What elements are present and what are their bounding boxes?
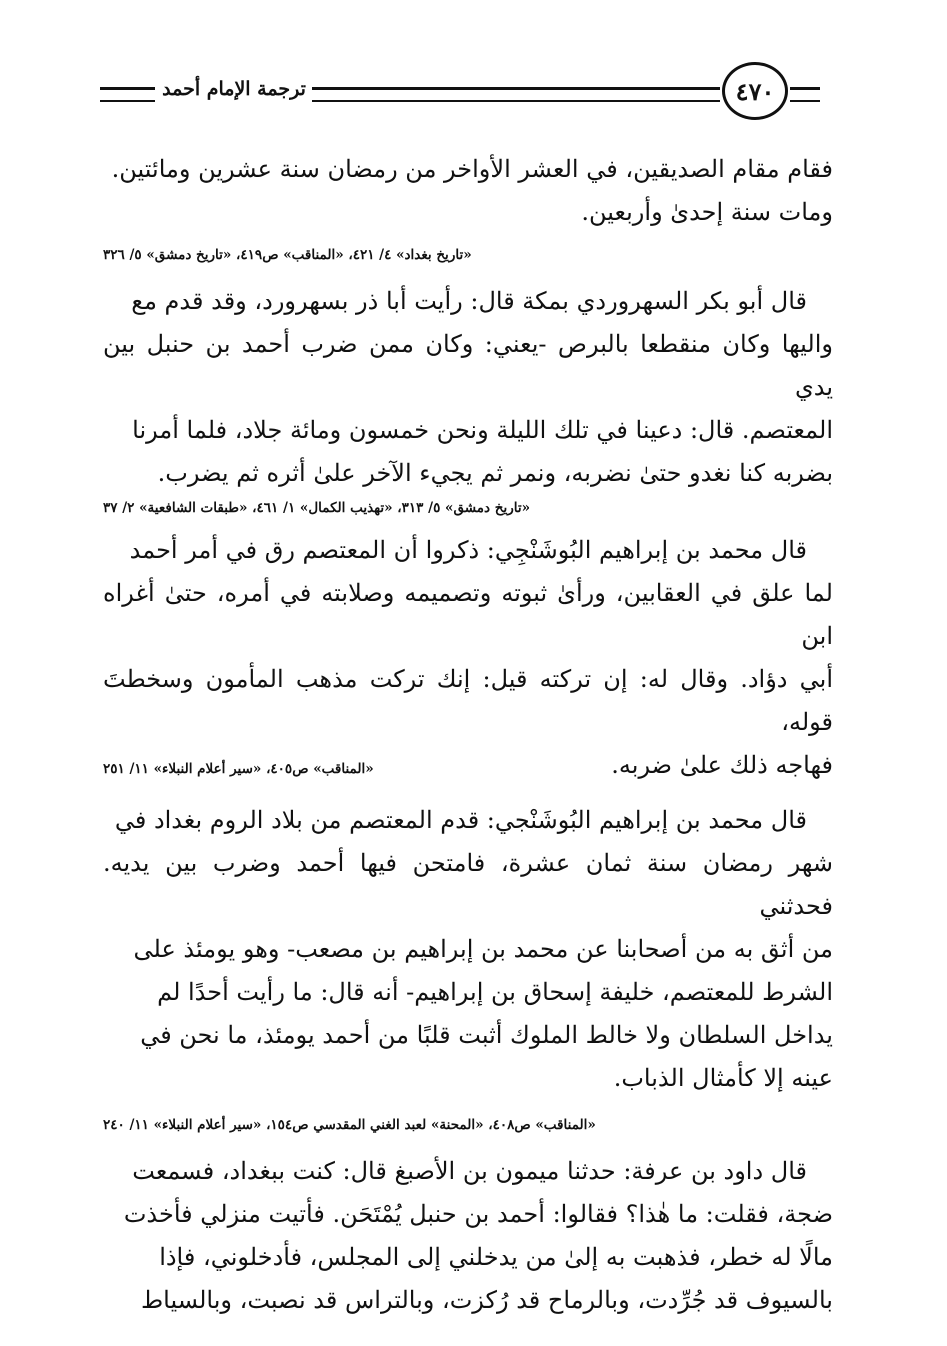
text-line: أبي دؤاد. وقال له: إن تركته قيل: إنك تركت مذهب المأمون وسخطتَ قوله، (103, 665, 833, 736)
spacer (103, 787, 833, 799)
text-line: فهاجه ذلك علىٰ ضربه. (611, 751, 833, 779)
header-rule-right (790, 87, 820, 102)
text-line-with-reference (103, 744, 833, 787)
text-line: قال أبو بكر السهروردي بمكة قال: رأيت أبا ذر بسهرورد، وقد قدم مع (131, 287, 807, 315)
text-line: قال داود بن عرفة: حدثنا ميمون بن الأصبغ قال: كنت ببغداد، فسمعت (132, 1157, 807, 1185)
text-block (103, 148, 833, 266)
text-line: واليها وكان منقطعا بالبرص -يعني: وكان ممن ضرب أحمد بن حنبل بين يدي (103, 330, 833, 401)
running-header (100, 58, 820, 128)
text-line: بالسيوف قد جُرِّدت، وبالرماح قد رُكزت، وبالتراس قد نصبت، وبالسياط (140, 1286, 833, 1314)
source-reference: «المناقب» ص٤٠٨، «المحنة» لعبد الغني المقدسي ص١٥٤، «سير أعلام النبلاء» ١١/ ٢٤٠ (103, 1117, 596, 1133)
source-reference: «تاريخ بغداد» ٤/ ٤٢١، «المناقب» ص٤١٩، «تاريخ دمشق» ٥/ ٣٢٦ (103, 247, 472, 263)
header-rule-middle (312, 87, 720, 102)
text-line: فقام مقام الصديقين، في العشر الأواخر من رمضان سنة عشرين ومائتين. (111, 155, 833, 183)
text-line: ضجة، فقلت: ما هٰذا؟ فقالوا: أحمد بن حنبل يُمْتَحَن. فأتيت منزلي فأخذت (123, 1200, 833, 1228)
text-line: لما علق في العقابين، ورأىٰ ثبوته وتصميمه وصلابته في أمره، حتىٰ أغراه ابن (103, 579, 833, 650)
running-title: ترجمة الإمام أحمد (162, 78, 306, 100)
source-reference: «المناقب» ص٤٠٥، «سير أعلام النبلاء» ١١/ ٢٥١ (103, 761, 374, 777)
text-line: المعتصم. قال: دعينا في تلك الليلة ونحن خمسون ومائة جلاد، فلما أمرنا (132, 416, 833, 444)
text-block (103, 799, 833, 1136)
text-line: من أثق به من أصحابنا عن محمد بن إبراهيم بن مصعب- وهو يومئذ على (133, 935, 833, 963)
page-body (103, 148, 833, 1322)
page-number: ٤٧٠ (735, 76, 775, 106)
header-rule-left (100, 87, 155, 102)
text-line: عينه إلا كأمثال الذباب. (613, 1064, 833, 1092)
text-block (103, 1150, 833, 1322)
text-line: الشرط للمعتصم، خليفة إسحاق بن إبراهيم- أنه قال: ما رأيت أحدًا لم (157, 978, 833, 1006)
text-line: قال محمد بن إبراهيم البُوشَنْجِي: ذكروا أن المعتصم رق في أمر أحمد (129, 536, 807, 564)
text-block (103, 280, 833, 519)
text-line: قال محمد بن إبراهيم البُوشَنْجي: قدم المعتصم من بلاد الروم بغداد في (114, 806, 807, 834)
source-reference: «تاريخ دمشق» ٥/ ٣١٣، «تهذيب الكمال» ١/ ٤٦١، «طبقات الشافعية» ٢/ ٣٧ (103, 500, 531, 516)
text-line: يداخل السلطان ولا خالط الملوك أثبت قلبًا من أحمد يومئذ، ما نحن في (140, 1021, 833, 1049)
text-block (103, 529, 833, 799)
text-line: ومات سنة إحدىٰ وأربعين. (581, 198, 833, 226)
text-line: شهر رمضان سنة ثمان عشرة، فامتحن فيها أحمد وضرب بين يديه. فحدثني (103, 849, 833, 920)
text-line: مالًا له خطر، فذهبت به إلىٰ من يدخلني إلى المجلس، فأدخلوني، فإذا (159, 1243, 833, 1271)
page-number-badge (722, 62, 788, 120)
text-line: بضربه كنا نغدو حتىٰ نضربه، ونمر ثم يجيء الآخر علىٰ أثره ثم يضرب. (157, 459, 833, 487)
